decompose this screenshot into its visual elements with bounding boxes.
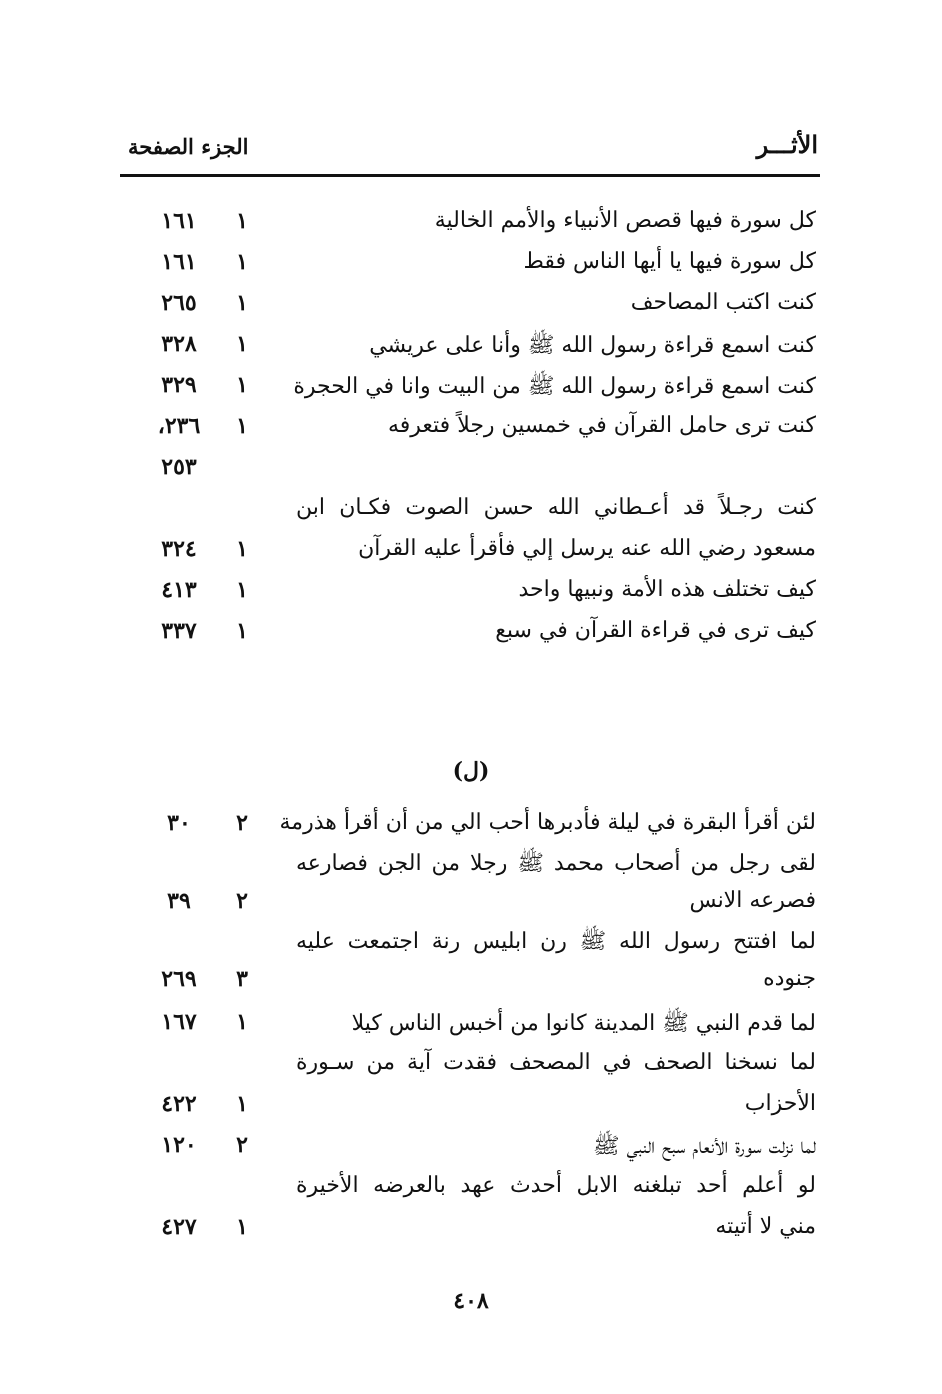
entry-title: كيف تختلف هذه الأمة ونبيها واحد [518,577,816,602]
index-entry [120,1173,820,1213]
index-entry-continuation [120,536,820,576]
entry-title: كنت اسمع قراءة رسول الله ﷺ وأنا على عريشي [369,333,816,358]
index-entry [120,495,820,535]
entry-page: ٣٣٧ [161,618,197,644]
entry-juz: ١ [236,577,248,603]
entry-title: مني لا أتيته [715,1214,816,1239]
entry-juz: ١ [236,372,248,398]
entry-title: كل سورة فيها يا أيها الناس فقط [523,249,816,274]
index-entry [120,413,820,453]
index-entry [120,290,820,330]
entry-page: ٣٠ [167,810,191,836]
entry-juz: ١ [236,290,248,316]
entry-page: ٢٦٩ [161,966,197,992]
index-entry-continuation [120,1214,820,1254]
index-entry-continuation [120,1091,820,1131]
header-juz-page: الجزء الصفحة [128,134,249,159]
index-entry-continuation [120,966,820,1006]
entry-page: ٣٩ [167,888,191,914]
entry-juz: ٢ [236,810,248,836]
entry-title: كنت اسمع قراءة رسول الله ﷺ من البيت وانا في الحجرة [293,374,816,399]
entry-title: مسعود رضي الله عنه يرسل إلي فأقرأ عليه القرآن [358,536,816,561]
index-entry [120,810,820,850]
header-athar: الأثـــر [756,130,818,159]
entry-title: لقى رجل من أصحاب محمد ﷺ رجلا من الجن فصارعه [296,851,816,876]
entry-title: الأحزاب [744,1091,816,1116]
entry-page: ٣٢٩ [161,372,197,398]
index-entry [120,1132,820,1172]
index-entry [120,208,820,248]
entry-page: ٢٦٥ [161,290,197,316]
entry-page: ١٦٧ [161,1009,197,1035]
entry-title: لئن أقرأ البقرة في ليلة فأدبرها أحب الي من أن أقرأ هذرمة [279,810,816,835]
entry-title: جنوده [763,966,816,991]
entry-page: ٤٢٧ [161,1214,197,1240]
index-entry [120,1050,820,1090]
entry-page: ١٦١ [161,249,197,275]
entry-title: لو أعلم أحد تبلغنه الابل أحدث عهد بالعرضه الأخيرة [296,1173,816,1198]
index-entry [120,618,820,658]
entry-juz: ١ [236,249,248,275]
entry-title: لما نسخنا الصحف في المصحف فقدت آية من سـورة [296,1050,816,1075]
entry-page: ٣٢٤ [161,536,197,562]
entry-page: ١٢٠ [161,1132,197,1158]
index-entry [120,1009,820,1049]
entry-juz: ١ [236,1214,248,1240]
index-entry [120,849,820,889]
index-entry [120,331,820,371]
entry-juz: ٢ [236,1132,248,1158]
page-number: ٤٠٨ [453,1288,489,1314]
entry-juz: ١ [236,618,248,644]
index-entry [120,372,820,412]
entry-title: لما افتتح رسول الله ﷺ رن ابليس رنة اجتمعت عليه [296,929,816,954]
entry-juz: ١ [236,1009,248,1035]
entry-page: ٤١٣ [161,577,197,603]
entry-juz: ٢ [236,888,248,914]
entry-page: ٢٥٣ [161,454,197,480]
entry-juz: ١ [236,536,248,562]
entry-title: كنت رجـلاً قد أعـطاني الله حسن الصوت فكـان ابن [296,495,816,520]
entry-page: ٣٢٨ [161,331,197,357]
entry-page: ٢٣٦، [157,413,201,439]
entry-juz: ٣ [236,966,248,992]
table-header [120,130,822,170]
entry-title: فصرعه الانس [689,888,816,913]
entry-juz: ١ [236,1091,248,1117]
index-entry [120,577,820,617]
entry-title: كنت ترى حامل القرآن في خمسين رجلاً فتعرفه [387,413,816,438]
entry-juz: ١ [236,208,248,234]
entry-title: كيف ترى في قراءة القرآن في سبع [495,618,816,643]
index-entry-continuation [120,888,820,928]
index-entry [120,927,820,967]
entry-title: لما قدم النبي ﷺ المدينة كانوا من أخبس الناس كيلا [351,1011,816,1036]
entry-juz: ١ [236,331,248,357]
index-entry-continuation [120,454,820,494]
section-heading: (ل) [452,758,490,784]
entry-title: لما نزلت سورة الأنعام سبح النبي ﷺ [593,1134,816,1159]
entry-page: ٤٢٢ [161,1091,197,1117]
entry-juz: ١ [236,413,248,439]
entry-page: ١٦١ [161,208,197,234]
header-rule [120,174,820,177]
index-entry [120,249,820,289]
entry-title: كل سورة فيها قصص الأنبياء والأمم الخالية [434,208,816,233]
entry-title: كنت اكتب المصاحف [630,290,816,315]
